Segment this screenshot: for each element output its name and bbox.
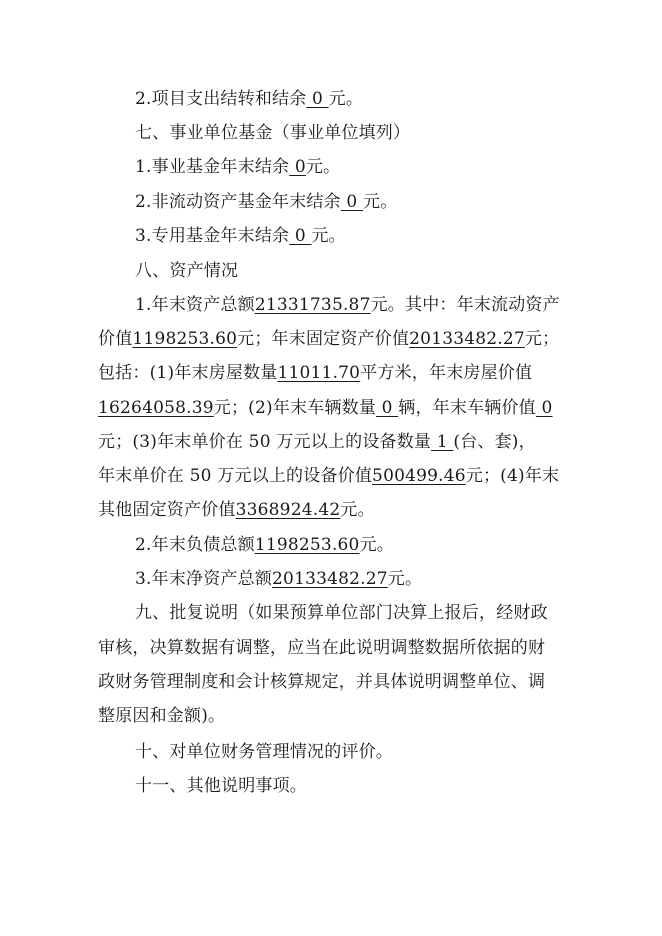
current-fixed-assets-line [0, 327, 662, 351]
text: 3.专用基金年末结余 [135, 226, 290, 246]
text: 元； [524, 329, 560, 349]
text: 元。 [387, 569, 423, 589]
amount-value: 0 [289, 157, 306, 177]
text: 政财务管理制度和会计核算规定，并具体说明调整单位、调 [98, 672, 546, 692]
text: (台、套)， [453, 432, 536, 452]
total-assets-line [0, 293, 662, 317]
amount-value: 3368924.42 [235, 500, 341, 520]
text: 包括：(1)年末房屋数量 [98, 363, 278, 383]
text: 年末单价在 50 万元以上的设备价值 [98, 466, 373, 486]
amount-value: 1198253.60 [254, 535, 360, 555]
amount-value: 0 [340, 192, 364, 212]
text: 九、批复说明（如果预算单位部门决算上报后，经财政 [135, 603, 548, 623]
text: 价值 [98, 329, 133, 349]
text: 2.项目支出结转和结余 [135, 89, 307, 109]
text: 元。 [359, 535, 394, 555]
amount-value: 16264058.39 [98, 398, 214, 418]
text: 元；(4)年末 [465, 466, 560, 486]
amount-value: 500499.46 [372, 466, 466, 486]
section-9-heading [0, 601, 662, 625]
housing-value-vehicles-line [0, 396, 662, 420]
text: 元；(2)年末车辆数量 [213, 398, 377, 418]
text: 元。 [311, 226, 346, 246]
text: 其他固定资产价值 [98, 500, 236, 520]
amount-value: 20133482.27 [409, 329, 525, 349]
noncurrent-fund-line [0, 190, 662, 214]
section-10-heading [0, 740, 662, 764]
equipment-value-line [0, 464, 662, 488]
text: 1.事业基金年末结余 [135, 157, 290, 177]
text: 元；(3)年末单价在 50 万元以上的设备数量 [98, 432, 432, 452]
section-9-line-3 [0, 670, 662, 694]
heading-text: 七、事业单位基金（事业单位填列） [135, 123, 411, 143]
text: 元；年末固定资产价值 [237, 329, 410, 349]
text: 审核，决算数据有调整，应当在此说明调整数据所依据的财 [98, 638, 546, 658]
text: 辆，年末车辆价值 [398, 398, 536, 418]
amount-value: 0 [535, 398, 553, 418]
amount-value: 0 [289, 226, 312, 246]
text: 元。 [305, 157, 341, 177]
section-11-heading [0, 774, 662, 798]
section-9-line-4 [0, 704, 662, 728]
equipment-quantity-line [0, 430, 662, 454]
text: 3.年末净资产总额 [135, 569, 273, 589]
amount-value: 21331735.87 [254, 295, 371, 315]
text: 1.年末资产总额 [135, 295, 255, 315]
amount-value: 0 [376, 398, 399, 418]
heading-text: 十、对单位财务管理情况的评价。 [135, 742, 393, 762]
heading-text: 八、资产情况 [135, 261, 239, 281]
amount-value: 0 [306, 89, 329, 109]
text: 元。 [340, 500, 375, 520]
section-9-line-2 [0, 636, 662, 660]
text: 2.年末负债总额 [135, 535, 255, 555]
section-7-heading [0, 121, 662, 145]
section-8-heading [0, 259, 662, 283]
text: 2.非流动资产基金年末结余 [135, 192, 341, 212]
amount-value: 1198253.60 [132, 329, 238, 349]
amount-value: 20133482.27 [272, 569, 388, 589]
total-liabilities-line [0, 533, 662, 557]
net-assets-line [0, 567, 662, 591]
carryover-project-line [0, 87, 662, 111]
special-fund-line [0, 224, 662, 248]
housing-quantity-line [0, 361, 662, 385]
heading-text: 十一、其他说明事项。 [135, 776, 307, 796]
text: 元。 [328, 89, 364, 109]
text: 整原因和金额)。 [98, 706, 226, 726]
business-fund-line [0, 155, 662, 179]
text: 元。 [363, 192, 398, 212]
amount-value: 11011.70 [277, 363, 361, 383]
other-fixed-assets-line [0, 498, 662, 522]
text: 平方米，年末房屋价值 [360, 363, 533, 383]
text: 元。其中：年末流动资产 [370, 295, 560, 315]
amount-value: 1 [431, 432, 454, 452]
